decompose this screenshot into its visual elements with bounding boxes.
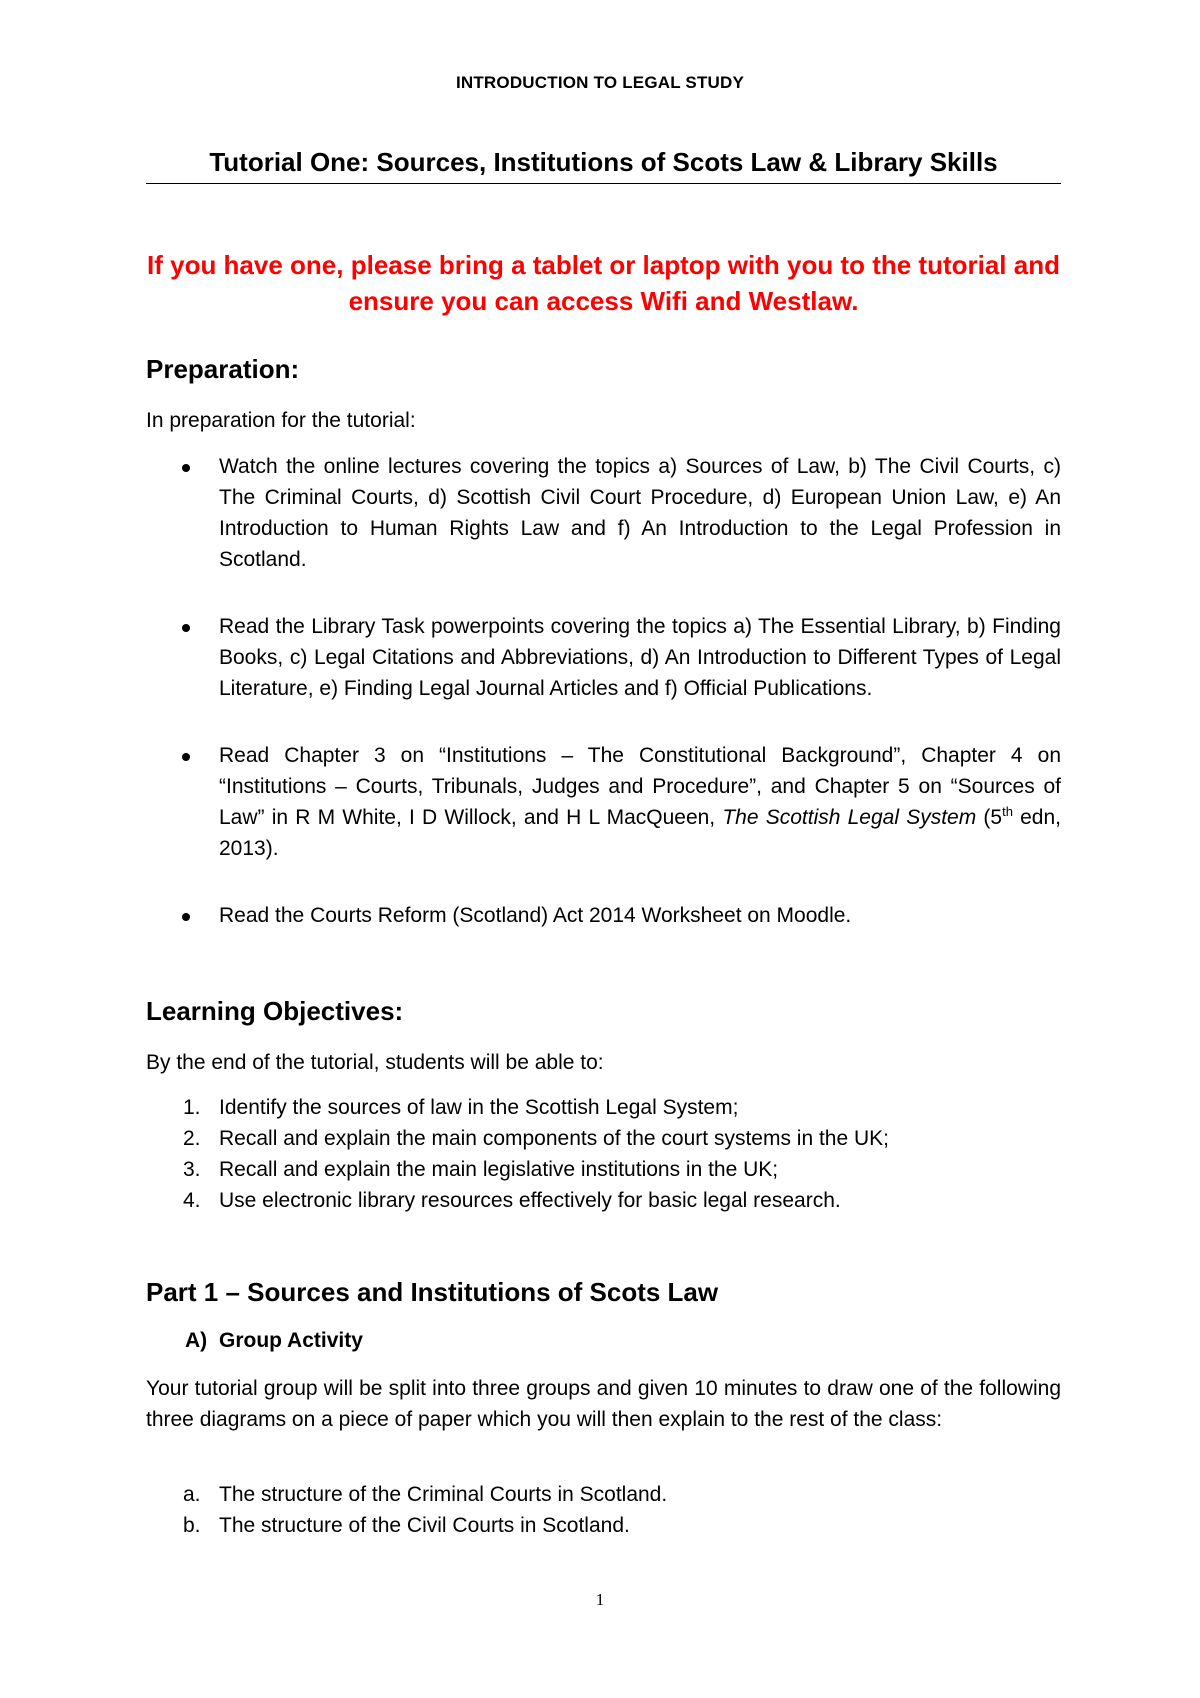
document-title: Tutorial One: Sources, Institutions of Scots Law & Library Skills bbox=[146, 147, 1061, 184]
list-marker: 1. bbox=[183, 1096, 201, 1119]
list-item bbox=[146, 611, 1061, 704]
running-header: INTRODUCTION TO LEGAL STUDY bbox=[455, 73, 745, 92]
preparation-list bbox=[146, 451, 1061, 931]
bullet-icon bbox=[182, 464, 190, 472]
list-marker: a. bbox=[183, 1483, 201, 1506]
objectives-intro: By the end of the tutorial, students will be able to: bbox=[146, 1051, 604, 1074]
page-number: 1 bbox=[595, 1590, 605, 1609]
list-item-text: Recall and explain the main legislative institutions in the UK; bbox=[219, 1158, 779, 1181]
list-item-text: Use electronic library resources effectively for basic legal research. bbox=[219, 1189, 841, 1212]
subheading-text: Group Activity bbox=[219, 1329, 363, 1352]
objectives-list bbox=[146, 1092, 1061, 1216]
list-item-text: Recall and explain the main components of the court systems in the UK; bbox=[219, 1127, 890, 1150]
list-item bbox=[146, 451, 1061, 575]
list-item-text: Read Chapter 3 on “Institutions – The Constitutional Background”, Chapter 4 on “Institutions – Courts, Tribunals, Judges and Procedure”, and Chapter 5 on “Sources of Law” in R M White, I D Willock, and H L MacQueen, The Scottish Legal System (5th edn, 2013). bbox=[219, 744, 1061, 860]
list-item bbox=[146, 1154, 1061, 1185]
part1-subheading bbox=[185, 1329, 363, 1353]
list-marker: 4. bbox=[183, 1189, 201, 1212]
preparation-intro: In preparation for the tutorial: bbox=[146, 409, 416, 432]
list-item bbox=[146, 1479, 1061, 1510]
list-item bbox=[146, 1510, 1061, 1541]
list-item-text: Identify the sources of law in the Scottish Legal System; bbox=[219, 1096, 739, 1119]
notice-text: If you have one, please bring a tablet or laptop with you to the tutorial and ensure you can access Wifi and Westlaw. bbox=[147, 250, 1060, 316]
bullet-icon bbox=[182, 913, 190, 921]
list-item bbox=[146, 1123, 1061, 1154]
list-marker: b. bbox=[183, 1514, 201, 1537]
list-item-text: The structure of the Civil Courts in Scotland. bbox=[219, 1514, 630, 1537]
list-item bbox=[146, 900, 1061, 931]
list-item-text: Read the Courts Reform (Scotland) Act 2014 Worksheet on Moodle. bbox=[219, 904, 852, 927]
subheading-marker: A) bbox=[185, 1329, 208, 1352]
objectives-heading: Learning Objectives: bbox=[146, 996, 404, 1026]
bullet-icon bbox=[182, 753, 190, 761]
book-title: The Scottish Legal System bbox=[722, 806, 977, 829]
preparation-heading: Preparation: bbox=[146, 354, 300, 384]
list-item-text: Watch the online lectures covering the topics a) Sources of Law, b) The Civil Courts, c) The Criminal Courts, d) Scottish Civil Court Procedure, d) European Union Law, e) An Introduction to Human Rights Law and f) An Introduction to the Legal Profession in Scotland. bbox=[219, 455, 1061, 571]
list-marker: 2. bbox=[183, 1127, 201, 1150]
bullet-icon bbox=[182, 624, 190, 632]
part1-list bbox=[146, 1479, 1061, 1541]
list-item bbox=[146, 1185, 1061, 1216]
list-item-text: Read the Library Task powerpoints covering the topics a) The Essential Library, b) Finding Books, c) Legal Citations and Abbreviations, d) An Introduction to Different Types of Legal Literature, e) Finding Legal Journal Articles and f) Official Publications. bbox=[219, 615, 1061, 700]
list-item bbox=[146, 1092, 1061, 1123]
part1-intro: Your tutorial group will be split into three groups and given 10 minutes to draw one of the following three diagrams on a piece of paper which you will then explain to the rest of the class: bbox=[146, 1377, 1061, 1431]
part1-heading: Part 1 – Sources and Institutions of Scots Law bbox=[146, 1277, 719, 1307]
list-marker: 3. bbox=[183, 1158, 201, 1181]
list-item-text: The structure of the Criminal Courts in Scotland. bbox=[219, 1483, 668, 1506]
list-item bbox=[146, 740, 1061, 864]
